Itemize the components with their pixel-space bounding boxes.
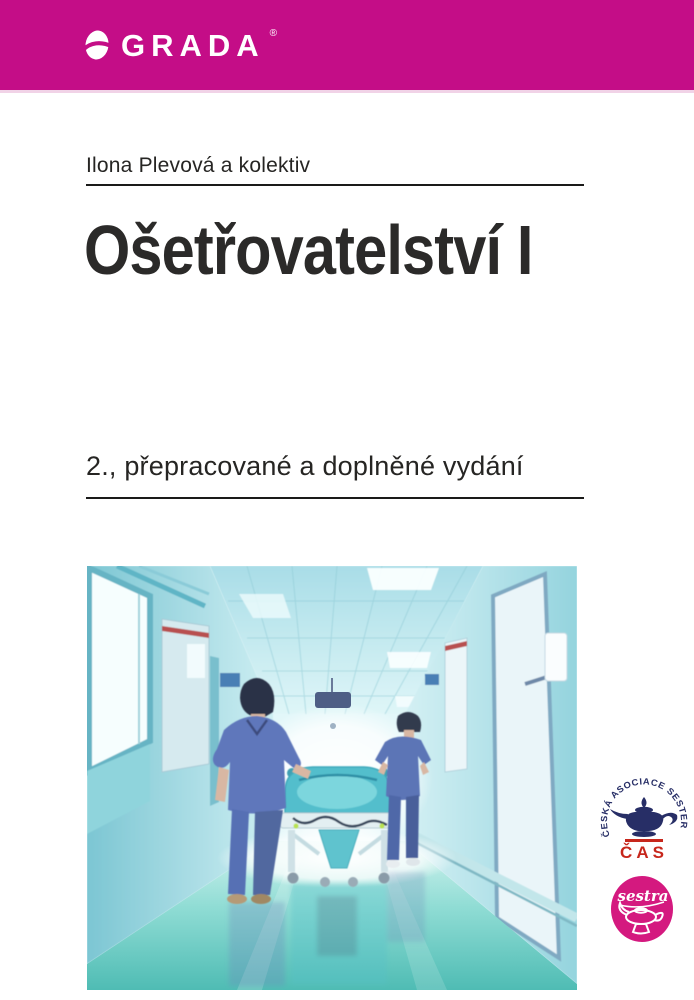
- ceiling-light-panel: [387, 652, 431, 668]
- publisher-header-band: [0, 0, 694, 90]
- cas-association-badge: [597, 764, 691, 864]
- nurse-right-leg: [387, 795, 401, 860]
- nurse-left-shoe: [251, 894, 271, 904]
- book-title: Ošetřovatelství I: [84, 211, 533, 289]
- bed-wheel: [288, 873, 299, 884]
- grada-logo: [82, 26, 281, 64]
- nurse-left-shoe: [227, 894, 247, 904]
- wall-dispenser: [545, 633, 567, 681]
- bed-wheel: [348, 877, 358, 887]
- bed-wheel: [379, 873, 390, 884]
- grada-egg-icon: [82, 26, 112, 64]
- right-wall-panel: [445, 638, 467, 772]
- nurse-right-shoe: [386, 860, 400, 868]
- ceiling-light-panel: [367, 568, 439, 590]
- header-bottom-accent: [0, 90, 694, 93]
- publisher-name: GRADA: [121, 27, 265, 63]
- bed-wheel: [320, 877, 330, 887]
- cas-arc-text: ČESKÁ ASOCIACE SESTER: [598, 776, 690, 839]
- divider-under-author: [86, 184, 584, 186]
- sestra-magazine-badge: [607, 874, 677, 944]
- author-line: Ilona Plevová a kolektiv: [86, 154, 311, 177]
- right-wall-sign: [425, 674, 439, 685]
- edition-line: 2., přepracované a doplněné vydání: [86, 451, 524, 481]
- sestra-label: sestra: [617, 887, 669, 905]
- left-wall-sign: [220, 673, 240, 687]
- nurse-right-leg: [406, 795, 419, 858]
- cas-lamp-icon: [610, 797, 677, 837]
- hospital-corridor-photo: [87, 566, 577, 990]
- left-wall-cabinet: [162, 619, 209, 772]
- divider-under-edition: [86, 497, 584, 499]
- registered-trademark: ®: [269, 27, 278, 39]
- cas-acronym: ČAS: [620, 843, 668, 862]
- nurse-right-shoe: [406, 858, 420, 866]
- left-wall-window: [89, 568, 150, 771]
- cas-red-divider: [625, 839, 663, 842]
